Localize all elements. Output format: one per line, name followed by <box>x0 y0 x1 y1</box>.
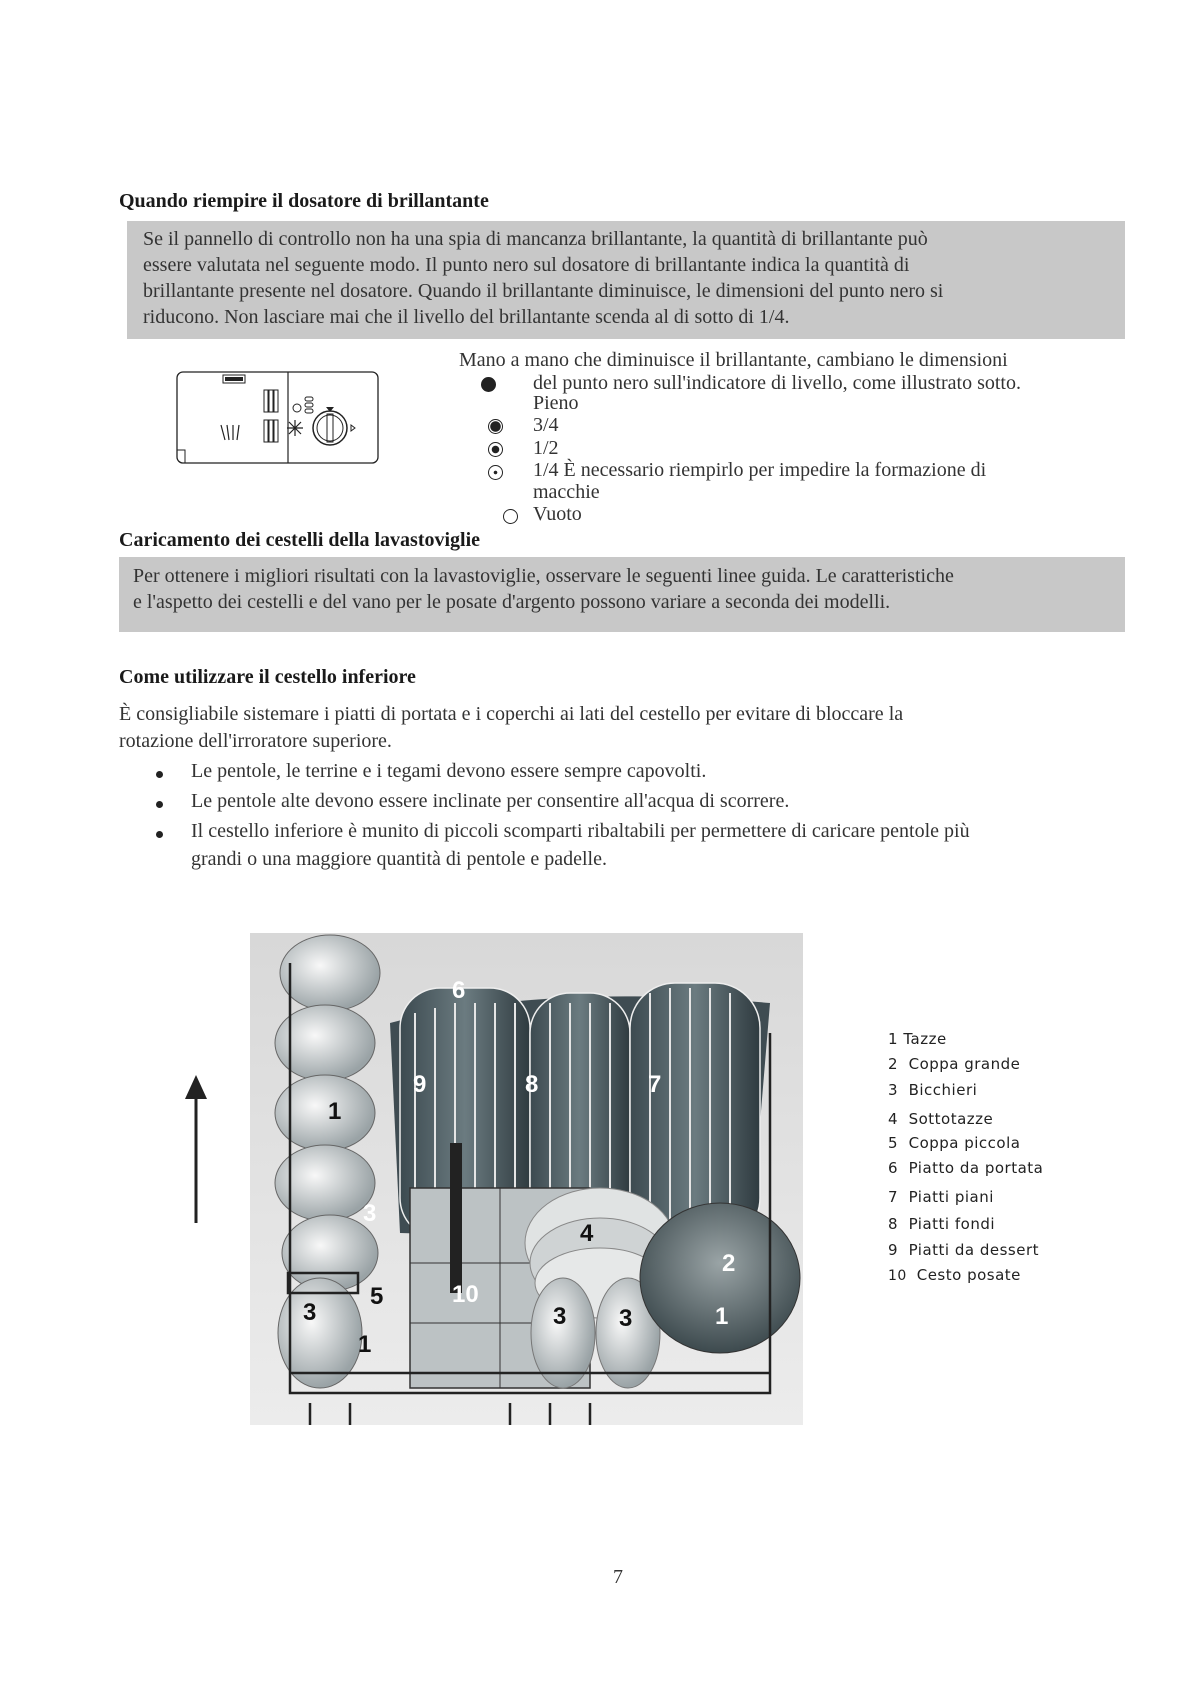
full-dot-icon <box>481 377 496 392</box>
legend-item <box>888 1081 977 1099</box>
legend-number: 1 <box>888 1030 899 1048</box>
photo-number: 7 <box>648 1071 662 1098</box>
info-line: Se il pannello di controllo non ha una spia di mancanza brillantante, la quantità di brillantante può <box>143 228 928 250</box>
lower-basket-intro-line2: rotazione dell'irroratore superiore. <box>119 730 392 752</box>
legend-item <box>888 1188 994 1206</box>
levels-intro-line2: del punto nero sull'indicatore di livello, come illustrato sotto. <box>533 372 1021 394</box>
photo-number: 1 <box>328 1098 342 1125</box>
level-label: 3/4 <box>533 414 559 436</box>
level-label: Vuoto <box>533 503 582 525</box>
arrow-up-icon <box>183 1075 209 1225</box>
legend-label: Sottotazze <box>908 1110 994 1128</box>
photo-number: 3 <box>553 1303 567 1330</box>
rinse-aid-dispenser-illustration <box>175 370 381 466</box>
legend-number: 4 <box>888 1110 899 1128</box>
bullet-item: Il cestello inferiore è munito di piccoli scomparti ribaltabili per permettere di caricare pentole più <box>191 820 970 842</box>
section-title-rinse-aid: Quando riempire il dosatore di brillantante <box>119 190 489 212</box>
lower-basket-intro-line1: È consigliabile sistemare i piatti di portata e i coperchi ai lati del cestello per evitare di bloccare la <box>119 703 904 725</box>
legend-number: 10 <box>888 1268 907 1284</box>
page-number: 7 <box>613 1566 623 1588</box>
bullet-item: Le pentole, le terrine e i tegami devono essere sempre capovolti. <box>191 760 707 782</box>
section-title-loading-baskets: Caricamento dei cestelli della lavastoviglie <box>119 529 481 551</box>
empty-dot-icon <box>503 509 518 524</box>
photo-number: 4 <box>580 1220 594 1247</box>
legend-number: 5 <box>888 1134 899 1152</box>
bullet-item: Le pentole alte devono essere inclinate per consentire all'acqua di scorrere. <box>191 790 790 812</box>
info-line: riducono. Non lasciare mai che il livello del brillantante scenda al di sotto di 1/4. <box>143 306 790 328</box>
legend-item <box>888 1030 947 1048</box>
legend-item <box>888 1110 993 1128</box>
lower-basket-photo <box>250 933 803 1425</box>
photo-number: 3 <box>303 1299 317 1326</box>
legend-label: Piatti piani <box>908 1188 994 1206</box>
level-label: Pieno <box>533 392 579 414</box>
legend-label: Coppa piccola <box>908 1134 1021 1152</box>
photo-number: 3 <box>619 1305 633 1332</box>
legend-label: Coppa grande <box>908 1055 1021 1073</box>
legend-item <box>888 1159 1043 1177</box>
photo-number: 5 <box>370 1283 384 1310</box>
legend-item <box>888 1055 1020 1073</box>
legend-item <box>888 1215 995 1233</box>
photo-number: 1 <box>715 1303 729 1330</box>
photo-number: 6 <box>452 977 466 1004</box>
loading-info-box <box>119 557 1125 632</box>
three-quarter-dot-icon <box>488 419 503 434</box>
legend-label: Piatto da portata <box>908 1159 1044 1177</box>
legend-number: 7 <box>888 1188 899 1206</box>
legend-number: 3 <box>888 1081 899 1099</box>
photo-number: 8 <box>525 1071 539 1098</box>
legend-label: Tazze <box>903 1030 947 1048</box>
legend-item <box>888 1266 1021 1284</box>
info-line: e l'aspetto dei cestelli e del vano per le posate d'argento possono variare a seconda dei modelli. <box>133 591 891 613</box>
rinse-aid-info-box <box>127 221 1125 339</box>
bullet-dot <box>156 771 163 778</box>
level-label: macchie <box>533 481 600 503</box>
legend-label: Piatti fondi <box>908 1215 996 1233</box>
level-label: 1/2 <box>533 437 559 459</box>
legend-label: Bicchieri <box>908 1081 978 1099</box>
info-line: essere valutata nel seguente modo. Il punto nero sul dosatore di brillantante indica la quantità di <box>143 254 910 276</box>
photo-number: 2 <box>722 1250 736 1277</box>
level-label: 1/4 È necessario riempirlo per impedire la formazione di <box>533 459 987 481</box>
levels-intro-line1: Mano a mano che diminuisce il brillantante, cambiano le dimensioni <box>459 349 1008 371</box>
legend-number: 6 <box>888 1159 899 1177</box>
legend-number: 2 <box>888 1055 899 1073</box>
photo-number: 3 <box>363 1200 377 1227</box>
bullet-dot <box>156 831 163 838</box>
info-line: brillantante presente nel dosatore. Quando il brillantante diminuisce, le dimensioni del punto nero si <box>143 280 944 302</box>
photo-number: 1 <box>358 1331 372 1358</box>
legend-label: Cesto posate <box>916 1266 1021 1284</box>
photo-number: 10 <box>452 1281 479 1308</box>
quarter-dot-icon <box>488 465 503 480</box>
photo-number: 9 <box>413 1071 427 1098</box>
half-dot-icon <box>488 442 503 457</box>
info-line: Per ottenere i migliori risultati con la lavastoviglie, osservare le seguenti linee guida. Le caratteristiche <box>133 565 954 587</box>
legend-item <box>888 1241 1039 1259</box>
section-title-lower-basket: Come utilizzare il cestello inferiore <box>119 666 416 688</box>
legend-item <box>888 1134 1020 1152</box>
bullet-dot <box>156 801 163 808</box>
legend-number: 9 <box>888 1241 899 1259</box>
bullet-item-continuation: grandi o una maggiore quantità di pentole e padelle. <box>191 848 607 870</box>
legend-number: 8 <box>888 1215 899 1233</box>
legend-label: Piatti da dessert <box>908 1241 1040 1259</box>
